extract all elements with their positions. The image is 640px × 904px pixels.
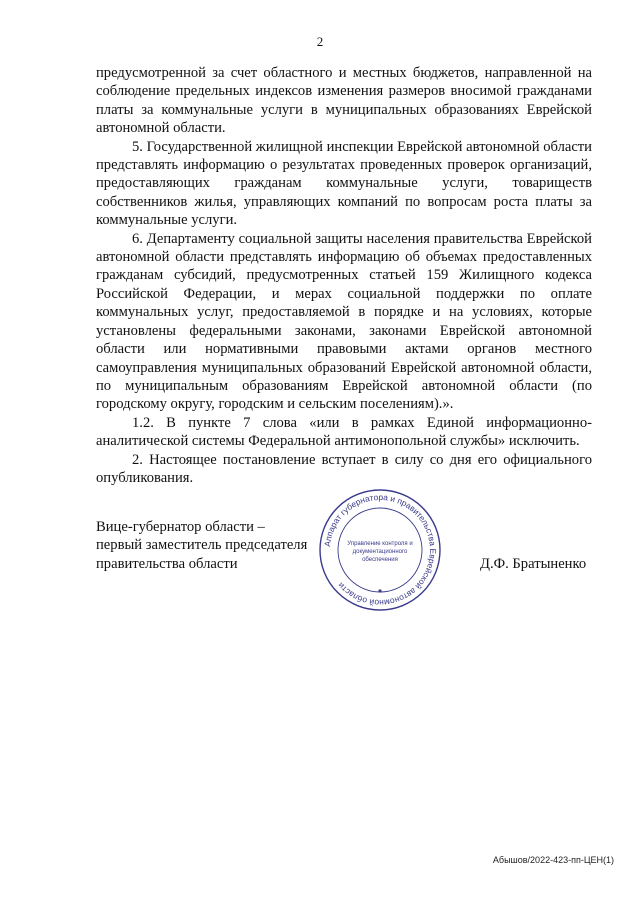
paragraph-continuation: предусмотренной за счет областного и местных бюджетов, направленной на соблюдение предельных индексов изменения размеров вносимой гражданами платы за коммунальные услуги в муниципальных образованиях Еврейской автономной области. bbox=[96, 65, 592, 137]
paragraph-item-6: 6. Департаменту социальной защиты населения правительства Еврейской автономной области представлять информацию об объемах предоставленных гражданам субсидий, предусмотренных статьей 159 Жилищного кодекса Российской Федерации, и мерах социальной поддержки по оплате коммунальных услуг, предоставляемой в порядке и на условиях, которые установлены федеральными законами, законами Еврейской автономной области или нормативными правовыми актами органов местного самоуправления муниципальных образований Еврейской автономной области, по муниципальным образованиям Еврейской автономной области (по городскому округу, городским и сельским поселениям).». bbox=[96, 230, 592, 413]
position-line: первый заместитель председателя bbox=[96, 537, 308, 554]
footer-code: Абышов/2022-423-пп-ЦЕН(1) bbox=[492, 855, 614, 865]
document-body bbox=[96, 64, 592, 487]
seal-inner-line: документационного bbox=[352, 549, 408, 555]
signatory-position bbox=[96, 518, 326, 573]
position-line: правительства области bbox=[96, 555, 238, 572]
seal-inner-line: обеспечения bbox=[362, 557, 398, 563]
seal-ring-text: Аппарат губернатора и правительства Еврейской автономной области bbox=[322, 491, 439, 609]
seal-inner-line: Управление контроля и bbox=[347, 541, 413, 547]
signatory-name: Д.Ф. Братыненко bbox=[480, 556, 587, 572]
paragraph-item-2: 2. Настоящее постановление вступает в силу со дня его официального опубликования. bbox=[96, 451, 592, 486]
position-line: Вице-губернатор области – bbox=[96, 519, 265, 535]
official-seal bbox=[318, 488, 442, 612]
paragraph-item-5: 5. Государственной жилищной инспекции Еврейской автономной области представлять информацию о результатах проведенных проверок организаций, предоставляющих гражданам коммунальные услуги, товариществ собственников жилья, управляющих компаний по вопросам роста платы за коммунальные услуги. bbox=[96, 138, 592, 229]
seal-dot-icon bbox=[378, 589, 381, 592]
page-number: 2 bbox=[316, 34, 324, 49]
paragraph-item-1-2: 1.2. В пункте 7 слова «или в рамках Единой информационно-аналитической системы Федеральной антимонопольной службы» исключить. bbox=[96, 414, 592, 450]
